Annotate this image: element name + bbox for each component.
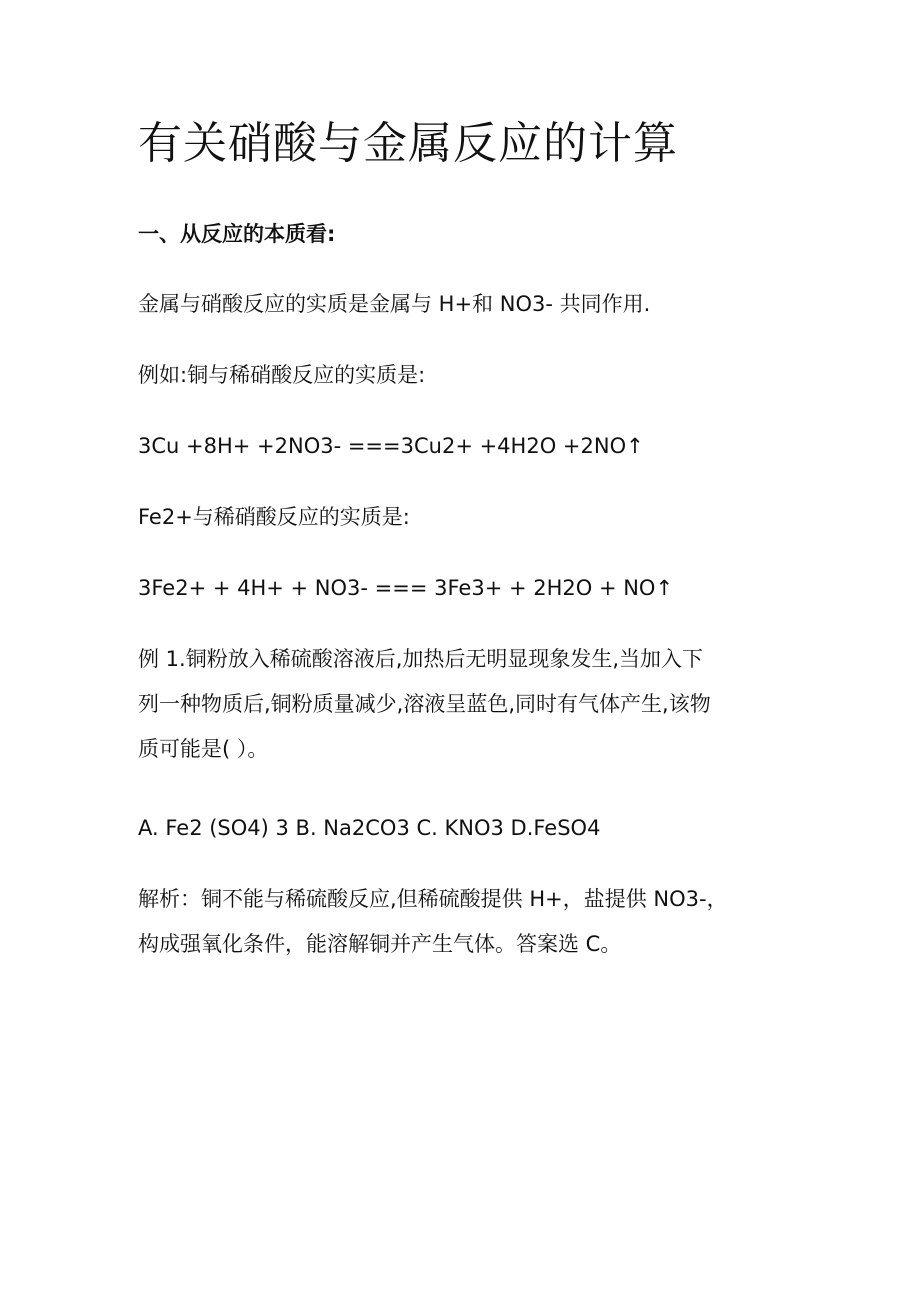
equation-iron: 3Fe2+ + 4H+ + NO3- === 3Fe3+ + 2H2O + NO↑ — [138, 576, 674, 600]
example-line: 列一种物质后,铜粉质量减少,溶液呈蓝色,同时有气体产生,该物 — [138, 692, 711, 716]
section-heading: 一、从反应的本质看: — [138, 222, 336, 246]
analysis-line: 解析：铜不能与稀硫酸反应,但稀硫酸提供 H+，盐提供 NO3-， — [138, 887, 728, 911]
equation-copper: 3Cu +8H+ +2NO3- ===3Cu2+ +4H2O +2NO↑ — [138, 434, 644, 458]
document-title: 有关硝酸与金属反应的计算 — [138, 118, 678, 169]
answer-options: A. Fe2 (SO4) 3 B. Na2CO3 C. KNO3 D.FeSO4 — [138, 816, 601, 840]
example-line: 例 1.铜粉放入稀硫酸溶液后,加热后无明显现象发生,当加入下 — [138, 647, 704, 671]
example-line: 质可能是( ）。 — [138, 737, 269, 761]
paragraph-iron-intro: Fe2+与稀硝酸反应的实质是: — [138, 505, 410, 529]
example-question — [138, 637, 798, 772]
analysis — [138, 877, 798, 967]
paragraph-essence: 金属与硝酸反应的实质是金属与 H+和 NO3- 共同作用. — [138, 292, 651, 316]
analysis-line: 构成强氧化条件，能溶解铜并产生气体。答案选 C。 — [138, 932, 622, 956]
paragraph-copper-intro: 例如:铜与稀硝酸反应的实质是: — [138, 363, 426, 387]
